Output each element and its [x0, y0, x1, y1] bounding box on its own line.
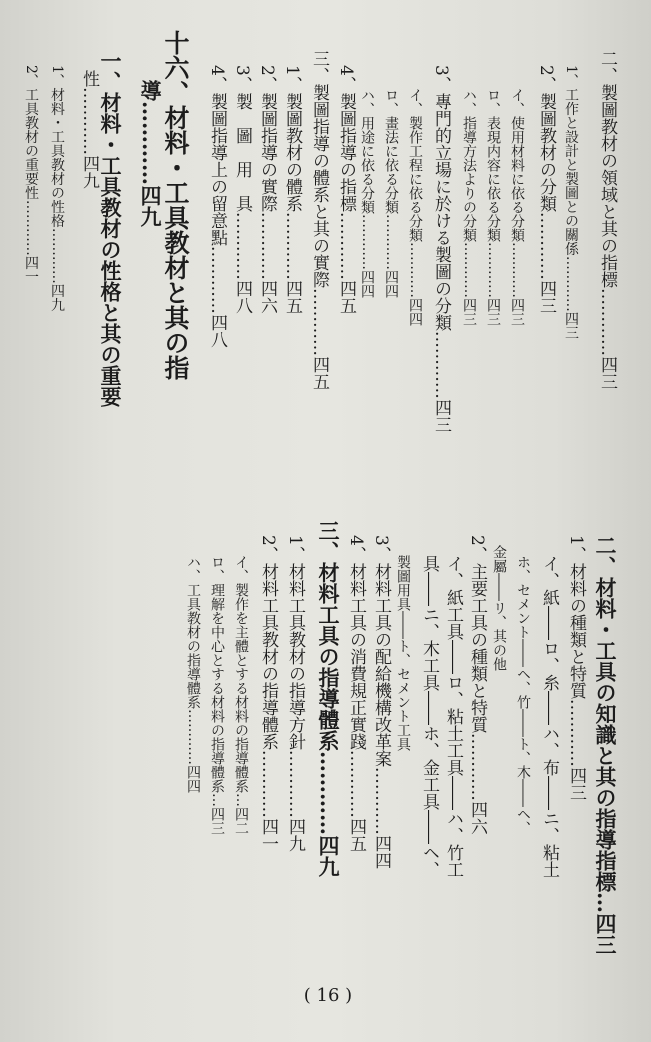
- toc-entry-t13: 1、製圖教材の體系…………四五: [282, 65, 302, 314]
- toc-entry-b10: 3、材料工具の配給機構改革案…………四四: [371, 535, 391, 869]
- page-number: ( 16 ): [303, 985, 353, 1006]
- toc-entry-t07: 3、專門的立場に於ける製圖の分類…………四三: [431, 65, 451, 433]
- toc-entry-b07: イ、紙工具――ロ、粘土工具――ハ、竹工: [443, 555, 463, 878]
- toc-entry-b17: ハ、工具教材の指導體系…………四四: [185, 555, 201, 793]
- toc-entry-b03: イ、紙――ロ、糸――ハ、布――ニ、粘土: [539, 555, 559, 878]
- toc-entry-t03: 2、製圖教材の分類…………四三: [536, 65, 556, 314]
- toc-entry-t19: 一、材料・工具教材の性格と其の重要: [98, 50, 123, 407]
- toc-entry-t08: イ、製作工程に依る分類…………四四: [407, 88, 423, 326]
- toc-entry-b12: 三、材料工具の指導體系…………四九: [316, 520, 341, 877]
- toc-entry-b14: 2、材料工具教材の指導體系…………四一: [258, 535, 278, 852]
- toc-entry-b05: 金屬――リ、其の他: [491, 545, 507, 671]
- toc-entry-b06: 2、主要工具の種類と特質…………四六: [467, 535, 487, 835]
- toc-entry-b01: 二、材料・工具の知識と其の指導指標…四三: [593, 535, 618, 955]
- toc-entry-t22: 2、工具教材の重要性…………四一: [23, 65, 39, 284]
- toc-entry-b16: ロ、理解を中心とする材料の指導體系…四三: [209, 555, 225, 835]
- toc-entry-b08: 具――ニ、木工具――ホ、金工具――ヘ、: [419, 555, 439, 878]
- toc-entry-t17: 十六、材料・工具教材と其の指: [161, 30, 190, 380]
- toc-entry-t05: ロ、表現内容に依る分類…………四三: [485, 88, 501, 326]
- toc-entry-t18: 導…………四九: [138, 80, 163, 227]
- toc-entry-t21: 1、材料・工具教材の性格…………四九: [49, 65, 65, 312]
- toc-entry-t04: イ、使用材料に依る分類…………四三: [509, 88, 525, 326]
- toc-entry-t11: 4、製圖指導の指標…………四五: [336, 65, 356, 314]
- toc-entry-t15: 3、製 圖 用 具…………四八: [232, 65, 252, 314]
- toc-entry-b09: 製圖用具――ト、セメント工具: [395, 555, 411, 751]
- toc-entry-t09: ロ、畫法に依る分類…………四四: [383, 88, 399, 298]
- toc-entry-t10: ハ、用途に依る分類…………四四: [359, 88, 375, 298]
- toc-entry-t12: 三、製圖指導の體系と其の實際…………四五: [309, 50, 329, 390]
- toc-entry-b13: 1、材料工具教材の指導方針…………四九: [285, 535, 305, 852]
- toc-entry-t06: ハ、指導方法よりの分類…………四三: [461, 88, 477, 326]
- toc-entry-b02: 1、材料の種類と特質…………四三: [566, 535, 586, 801]
- toc-entry-t16: 4、製圖指導上の留意點…………四八: [207, 65, 227, 348]
- toc-entry-b11: 4、材料工具の消費規正實踐…………四五: [346, 535, 366, 852]
- toc-entry-t02: 1、工作と設計と製圖との關係…………四三: [563, 65, 579, 340]
- toc-entry-b04: ホ、セメント――ヘ、竹――ト、木――ヘ、: [515, 555, 531, 835]
- toc-entry-b15: イ、製作を主體とする材料の指導體系…四二: [233, 555, 249, 835]
- toc-entry-t01: 二、製圖教材の領域と其の指標…………四三: [597, 50, 617, 390]
- toc-entry-t14: 2、製圖指導の實際…………四六: [257, 65, 277, 314]
- toc-entry-t20: 性…………四九: [79, 70, 99, 189]
